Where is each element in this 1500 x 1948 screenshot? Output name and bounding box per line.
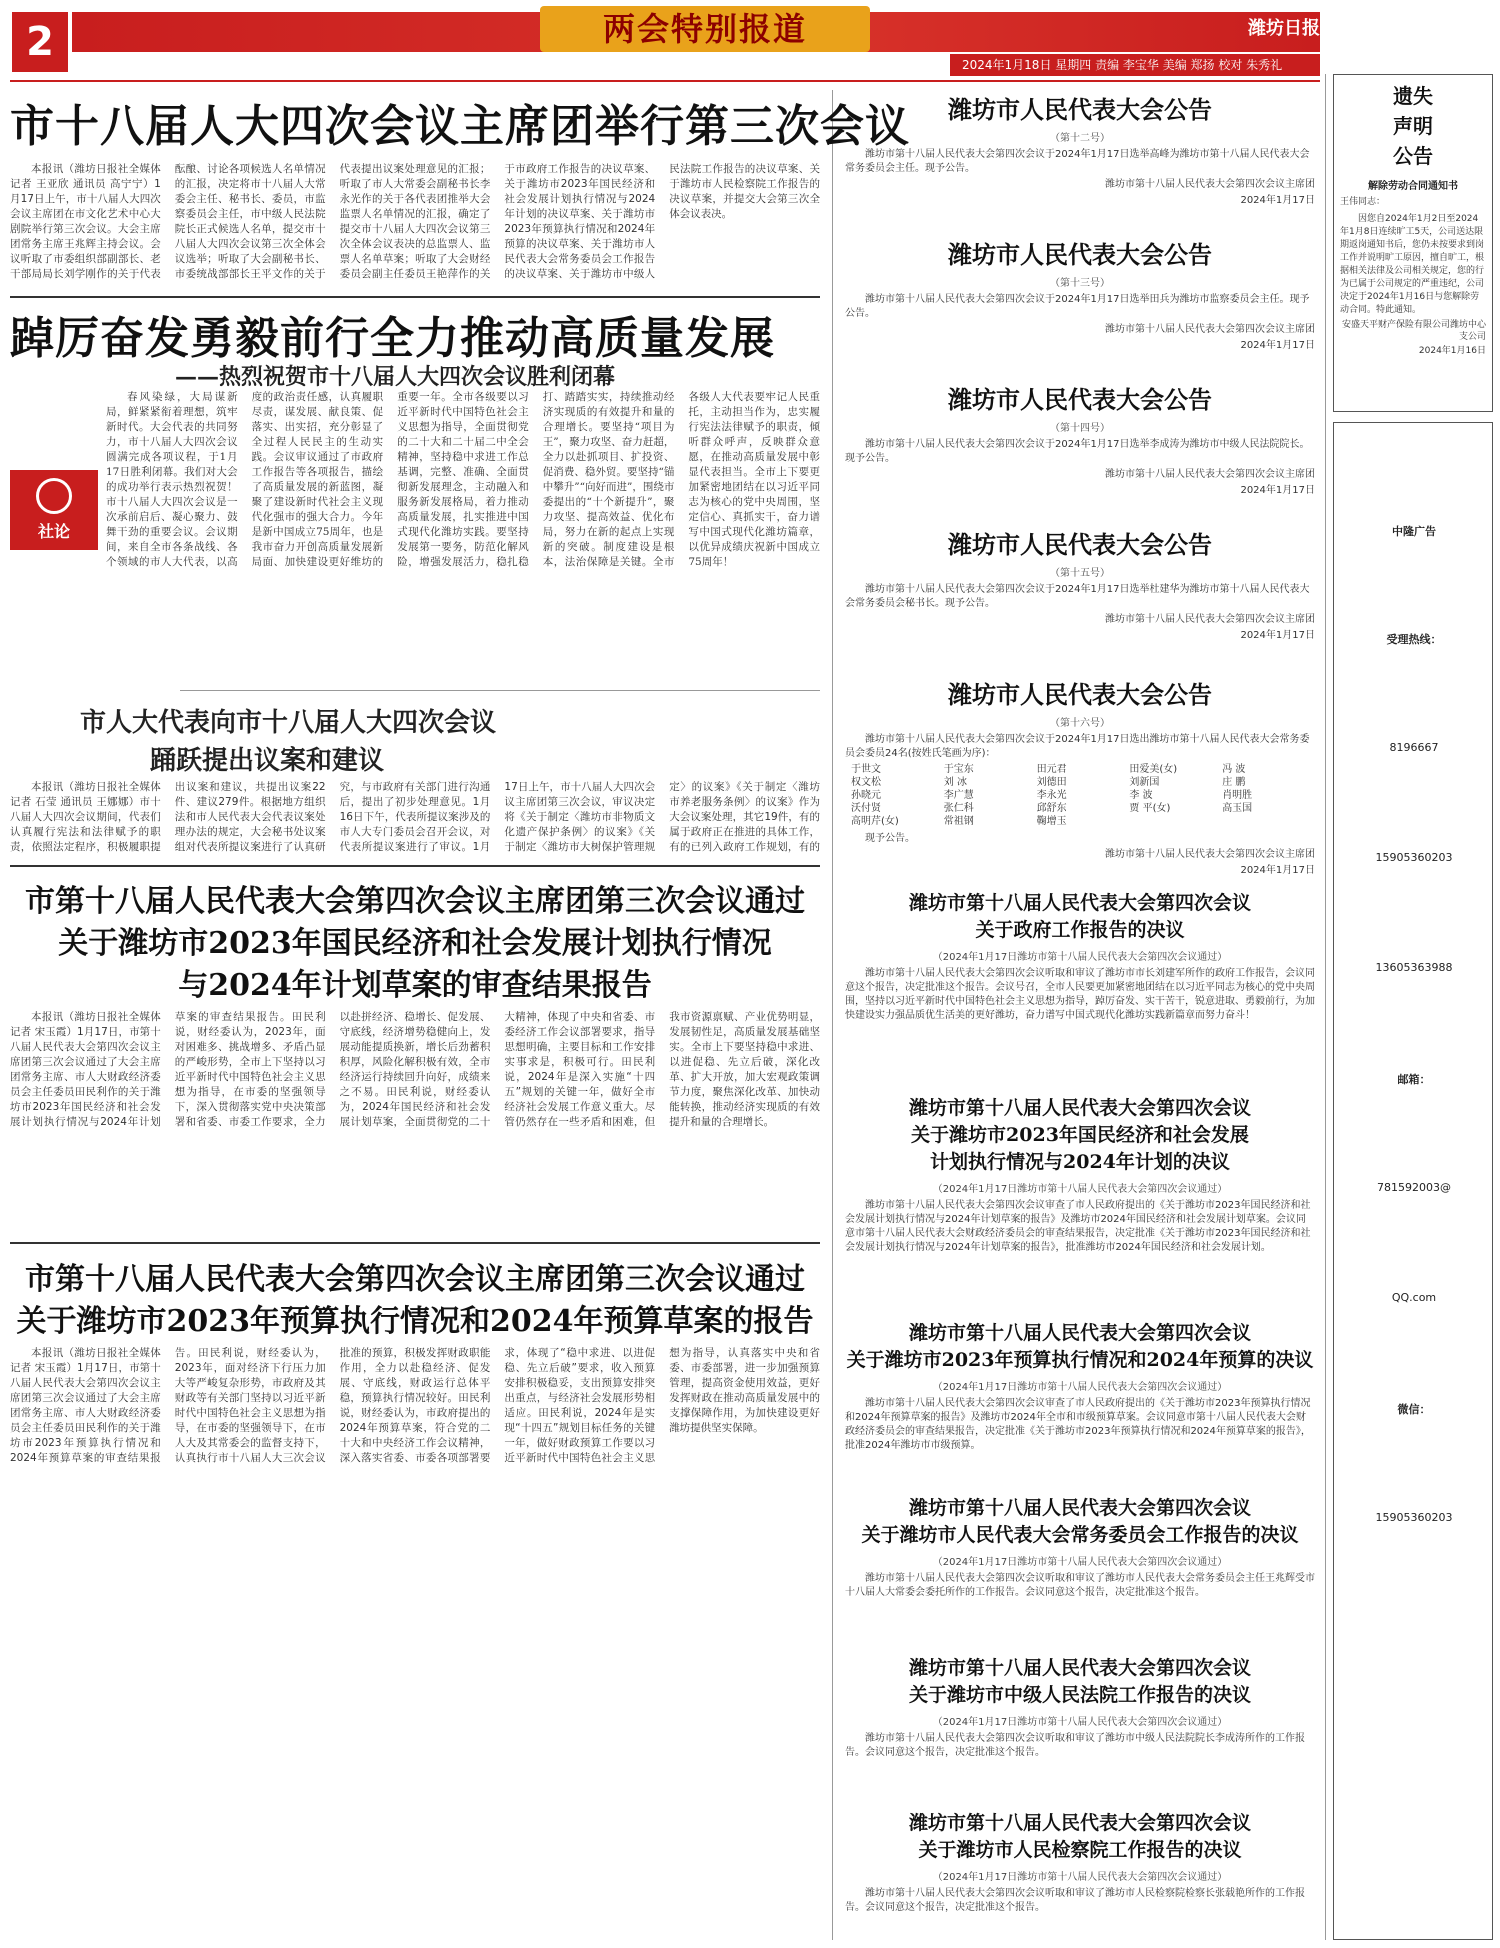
header-rule xyxy=(10,80,1320,82)
editorial-badge-label: 社论 xyxy=(37,522,70,541)
notice-company: 安盛天平财产保险有限公司潍坊中心支公司 xyxy=(1341,320,1486,342)
article-separator xyxy=(10,1242,820,1244)
member-name: 于世文 xyxy=(851,764,881,775)
member-name: 田元君 xyxy=(1036,764,1067,775)
editorial-headline: 踔厉奋发勇毅前行全力推动高质量发展 xyxy=(10,313,775,364)
resolution xyxy=(845,1495,1315,1600)
article-body xyxy=(10,1010,820,1236)
announcement-title: 潍坊市人民代表大会公告 xyxy=(948,680,1212,709)
member-name: 李永光 xyxy=(1036,790,1067,801)
ad-box xyxy=(1333,422,1493,1940)
ad-phone: 13605363988 xyxy=(1375,961,1453,974)
article-text: 本报讯（潍坊日报社全媒体记者 宋玉霞）1月17日，市第十八届人民代表大会第四次会议主席团第三次会议通过了大会主席团常务主席、市人大财政经济委员会主任委员田民利作的关于潍坊市2023年国民经济和社会发展计划执行情况与2024年计划草案的审查结果报告。田民利说，财经委认为，2023年，面对困难多、挑战增多、矛盾凸显的严峻形势，全市上下坚持以习近平新时代中国特色社会主义思想为指导，在市委的坚强领导下，深入贯彻落实党中央决策部署和省委、市委工作要求，全力以赴拼经济、稳增长、促发展、守底线，经济增势稳健向上，发展动能提质换新，增长后劲蓄积积厚，风险化解积极有效，全市经济运行持续回升向好，成绩来之不易。田民利说，财经委认为，2024年国民经济和社会发展计划草案，全面贯彻党的二十大精神，体现了中央和省委、市委经济工作会议部署要求，指导思想明确，主要目标和工作安排实事求是，积极可行。田民利说，2024年是深入实施“十四五”规划的关键一年，做好全市经济社会发展工作意义重大。尽管仍然存在一些矛盾和困难，但我市资源禀赋、产业优势明显，发展韧性足，高质量发展基础坚实。全市上下要坚持稳中求进、以进促稳、先立后破，深化改革、扩大开放，加大宏观政策调节力度，聚焦深化改革、加快动能转换，推动经济实现质的有效提升和量的合理增长。 xyxy=(10,1011,820,1128)
ad-brand: 中隆广告 xyxy=(1392,525,1436,538)
announcement-signature: 潍坊市第十八届人民代表大会第四次会议主席团 xyxy=(1105,469,1315,480)
member-name: 鞠增玉 xyxy=(1036,816,1067,827)
resolution-text: 潍坊市第十八届人民代表大会第四次会议审查了市人民政府提出的《关于潍坊市2023年国民经济和社会发展计划执行情况与2024年计划草案的报告》及潍坊市2024年国民经济和社会发展计划草案。会议同意市第十八届人民代表大会财政经济委员会的审查结果报告，决定批准《关于潍坊市2023年国民经济和社会发展计划执行情况与2024年计划草案的报告》，批准潍坊市2024年国民经济和社会发展计划。 xyxy=(845,1200,1311,1253)
resolution-title: 潍坊市第十八届人民代表大会第四次会议 xyxy=(908,1497,1251,1519)
resolution-title: 潍坊市第十八届人民代表大会第四次会议 xyxy=(908,1657,1251,1679)
resolution-subtitle: （2024年1月17日潍坊市第十八届人民代表大会第四次会议通过） xyxy=(932,1717,1228,1728)
announcement-date: 2024年1月17日 xyxy=(1240,865,1315,876)
resolution-title: 关于潍坊市中级人民法院工作报告的决议 xyxy=(908,1684,1251,1706)
announcement-text: 潍坊市第十八届人民代表大会第四次会议于2024年1月17日选举田兵为潍坊市监察委员会主任。现予公告。 xyxy=(845,294,1310,319)
member-name-list xyxy=(845,763,1315,828)
resolution-text: 潍坊市第十八届人民代表大会第四次会议听取和审议了潍坊市人民检察院检察长张载艳所作的工作报告。会议同意这个报告，决定批准这个报告。 xyxy=(845,1888,1305,1913)
article-headline: 市第十八届人民代表大会第四次会议主席团第三次会议通过 xyxy=(25,884,805,919)
issue-meta: 2024年1月18日 星期四 责编 李宝华 美编 郑扬 校对 朱秀礼 xyxy=(950,54,1320,76)
announcement-date: 2024年1月17日 xyxy=(1240,485,1315,496)
resolution-subtitle: （2024年1月17日潍坊市第十八届人民代表大会第四次会议通过） xyxy=(932,1872,1228,1883)
announcement-signature: 潍坊市第十八届人民代表大会第四次会议主席团 xyxy=(1105,614,1315,625)
resolution xyxy=(845,890,1315,1023)
article-body xyxy=(10,1346,820,1936)
article-body xyxy=(10,162,820,290)
member-name: 邱舒东 xyxy=(1036,803,1067,814)
member-name: 张仁科 xyxy=(943,803,974,814)
article-separator xyxy=(10,865,820,867)
member-name: 李 波 xyxy=(1129,790,1153,801)
resolution-subtitle: （2024年1月17日潍坊市第十八届人民代表大会第四次会议通过） xyxy=(932,952,1228,963)
ad-wechat: 15905360203 xyxy=(1375,1511,1453,1524)
member-name: 高明芹(女) xyxy=(851,816,899,827)
announcement-date: 2024年1月17日 xyxy=(1240,340,1315,351)
notice-heading: 遗失 xyxy=(1393,84,1433,108)
resolution-title: 关于潍坊市人民代表大会常务委员会工作报告的决议 xyxy=(861,1524,1299,1546)
announcement-title: 潍坊市人民代表大会公告 xyxy=(948,240,1212,269)
newspaper-name: 潍坊日报 xyxy=(1248,18,1320,39)
ad-phone: 15905360203 xyxy=(1375,851,1453,864)
announcement-number: （第十四号） xyxy=(1050,423,1110,434)
member-name: 田爱美(女) xyxy=(1129,764,1178,775)
member-name: 高玉国 xyxy=(1222,803,1253,814)
resolution-text: 潍坊市第十八届人民代表大会第四次会议听取和审议了潍坊市市长刘建军所作的政府工作报告，会议同意这个报告，决定批准这个报告。会议号召，全市人民要更加紧密地团结在以习近平同志为核心的党中央周围，坚持以习近平新时代中国特色社会主义思想为指导，踔厉奋发、实干苦干，锐意进取、勇毅前行，为加快建设实力强品质优生活美的更好潍坊，奋力谱写中国式现代化潍坊实践新篇章而努力奋斗！ xyxy=(845,968,1315,1021)
editorial-separator xyxy=(180,690,820,691)
article-separator xyxy=(10,296,820,298)
member-name: 孙晓元 xyxy=(851,790,881,801)
ad-wechat-label: 微信： xyxy=(1397,1403,1431,1416)
resolution-title: 潍坊市第十八届人民代表大会第四次会议 xyxy=(908,1322,1251,1344)
resolution-text: 潍坊市第十八届人民代表大会第四次会议听取和审议了潍坊市中级人民法院院长李成涛所作的工作报告。会议同意这个报告，决定批准这个报告。 xyxy=(845,1733,1305,1758)
announcement-title: 潍坊市人民代表大会公告 xyxy=(948,385,1212,414)
announcement-number: （第十六号） xyxy=(1050,718,1110,729)
resolution-subtitle: （2024年1月17日潍坊市第十八届人民代表大会第四次会议通过） xyxy=(932,1184,1228,1195)
member-name: 庄 鹏 xyxy=(1222,777,1246,788)
announcement-title: 潍坊市人民代表大会公告 xyxy=(948,530,1212,559)
resolution-title: 关于政府工作报告的决议 xyxy=(975,919,1185,941)
column-divider xyxy=(1325,74,1326,1940)
notice-date: 2024年1月16日 xyxy=(1418,346,1486,356)
announcement-title: 潍坊市人民代表大会公告 xyxy=(948,95,1212,124)
section-title: 两会特别报道 xyxy=(540,6,870,52)
resolution xyxy=(845,1320,1315,1453)
ad-phone: 8196667 xyxy=(1389,741,1439,754)
notice-text: 因您自2024年1月2日至2024年1月8日连续旷工5天，公司送达限期返岗通知书后，您仍未按要求到岗工作并说明旷工原因，擅自旷工，根据相关法律及公司相关规定，您的行为已属于公司规定的严重违纪，公司决定于2024年1月16日与您解除劳动合同。特此通知。 xyxy=(1340,214,1485,315)
right-column xyxy=(1333,74,1493,1940)
article-text: 本报讯（潍坊日报社全媒体记者 宋玉霞）1月17日，市第十八届人民代表大会第四次会议主席团第三次会议通过了大会主席团常务主席、市人大财政经济委员会主任委员田民利作的关于潍坊市2023年预算执行情况和2024年预算草案的审查结果报告。田民利说，财经委认为，2023年，面对经济下行压力加大等严峻复杂形势，市政府及其财政等有关部门坚持以习近平新时代中国特色社会主义思想为指导，在市委的坚强领导下，在市人大及其常委会的监督支持下，认真执行市十八届人大三次会议批准的预算，积极发挥财政职能作用，全力以赴稳经济、促发展、守底线，财政运行总体平稳，预算执行情况较好。田民利说，财经委认为，市政府提出的2024年预算草案，符合党的二十大和中央经济工作会议精神，深入落实省委、市委各项部署要求，体现了“稳中求进、以进促稳、先立后破”要求，收入预算安排积极稳妥，支出预算安排突出重点，与经济社会发展形势相适应。田民利说，2024年是实现“十四五”规划目标任务的关键一年，做好财政预算工作要以习近平新时代中国特色社会主义思想为指导，认真落实中央和省委、市委部署，进一步加强预算管理，提高资金使用效益，更好发挥财政在推动高质量发展中的支撑保障作用，为加快建设更好潍坊提供坚实保障。 xyxy=(10,1347,820,1464)
resolution-title: 关于潍坊市2023年预算执行情况和2024年预算的决议 xyxy=(846,1349,1314,1371)
announcement-text: 潍坊市第十八届人民代表大会第四次会议于2024年1月17日选举高峰为潍坊市第十八届人民代表大会常务委员会主任。现予公告。 xyxy=(845,149,1310,174)
resolution-title: 潍坊市第十八届人民代表大会第四次会议 xyxy=(908,1097,1251,1119)
member-name: 李广慧 xyxy=(943,790,974,801)
ad-email: 781592003@ xyxy=(1377,1181,1451,1194)
resolution xyxy=(845,1655,1315,1760)
announcement-number: （第十二号） xyxy=(1050,133,1110,144)
resolution-subtitle: （2024年1月17日潍坊市第十八届人民代表大会第四次会议通过） xyxy=(932,1557,1228,1568)
announcement xyxy=(845,525,1315,643)
middle-column xyxy=(845,90,1315,1940)
announcement-date: 2024年1月17日 xyxy=(1240,630,1315,641)
announcement-signature: 潍坊市第十八届人民代表大会第四次会议主席团 xyxy=(1105,179,1315,190)
resolution-text: 潍坊市第十八届人民代表大会第四次会议听取和审议了潍坊市人民代表大会常务委员会主任王兆辉受市十八届人大常委会委托所作的工作报告。会议同意这个报告，决定批准这个报告。 xyxy=(845,1573,1315,1598)
article-headline: 踊跃提出议案和建议 xyxy=(150,746,385,776)
article-text: 本报讯（潍坊日报社全媒体记者 王亚欣 通讯员 高宁宁）1月17日上午，市十八届人大四次会议主席团在市文化艺术中心大剧院举行第三次会议。大会主席团常务主席王兆辉主持会议。会议听取了市委组织部副部长、老干部局局长刘学刚作的关于代表酝酿、讨论各项候选人名单情况的汇报，决定将市十八届人大常委会主任、秘书长、委员，市监察委员会主任，市中级人民法院院长正式候选人名单，提交市十八届人大四次会议第三次全体会议选举；听取了大会副秘书长、市委统战部部长王平文作的关于代表提出议案处理意见的汇报；听取了市人大常委会副秘书长李永光作的关于各代表团推举大会监票人名单情况的汇报，确定了提交市十八届人大四次会议第三次全体会议表决的总监票人、监票人名单草案；听取了大会财经委员会副主任委员王艳萍作的关于市政府工作报告的决议草案、关于潍坊市2023年国民经济和社会发展计划执行情况与2024年计划的决议草案、关于潍坊市2023年预算执行情况和2024年预算的决议草案、关于潍坊市人民代表大会常务委员会工作报告的决议草案、关于潍坊市中级人民法院工作报告的决议草案、关于潍坊市人民检察院工作报告的决议草案，并提交大会第三次全体会议表决。 xyxy=(10,163,820,280)
notice-heading: 公告 xyxy=(1393,144,1433,168)
notice-heading: 声明 xyxy=(1393,114,1433,138)
notice-box xyxy=(1333,74,1493,412)
article-headline: 关于潍坊市2023年国民经济和社会发展计划执行情况 xyxy=(58,926,772,961)
member-name: 冯 波 xyxy=(1222,764,1246,775)
article-headline: 关于潍坊市2023年预算执行情况和2024年预算草案的报告 xyxy=(16,1304,814,1339)
announcement-text: 潍坊市第十八届人民代表大会第四次会议于2024年1月17日选举杜建华为潍坊市第十八届人民代表大会常务委员会秘书长。现予公告。 xyxy=(845,584,1310,609)
notice-recipient: 王伟同志： xyxy=(1340,197,1386,207)
emblem-icon xyxy=(36,478,72,514)
article-text: 本报讯（潍坊日报社全媒体记者 石莹 通讯员 王娜娜）市十八届人大四次会议期间，代表们认真履行宪法和法律赋予的职责，依照法定程序，积极履职提出议案和建议，共提出议案22件、建议279件。根据地方组织法和市人民代表大会代表议案处理办法的规定，大会秘书处议案组对代表所提议案进行了认真研究，与市政府有关部门进行沟通后，提出了初步处理意见。1月16日下午，代表所提议案涉及的市人大专门委员会召开会议，对代表所提议案进行了审议。1月17日上午，市十八届人大四次会议主席团第三次会议，审议决定将《关于制定〈潍坊市非物质文化遗产保护条例〉的议案》《关于制定〈潍坊市大树保护管理规定〉的议案》《关于制定〈潍坊市养老服务条例〉的议案》作为大会议案处理，其它19件，有的属于政府正在推进的具体工作，有的已列入政府工作规划，有的 xyxy=(10,781,820,853)
announcement xyxy=(845,675,1315,878)
member-name: 于宝东 xyxy=(943,764,974,775)
announcement xyxy=(845,235,1315,353)
article-headline: 市第十八届人民代表大会第四次会议主席团第三次会议通过 xyxy=(25,1262,805,1297)
article-body xyxy=(10,780,820,860)
announcement-date: 2024年1月17日 xyxy=(1240,195,1315,206)
resolution-text: 潍坊市第十八届人民代表大会第四次会议审查了市人民政府提出的《关于潍坊市2023年预算执行情况和2024年预算草案的报告》及潍坊市2024年全市和市级预算草案。会议同意市第十八届人民代表大会财政经济委员会的审查结果报告，决定批准《关于潍坊市2023年预算执行情况和2024年预算草案的报告》，批准2024年潍坊市市级预算。 xyxy=(845,1398,1311,1451)
resolution xyxy=(845,1810,1315,1915)
ad-email: QQ.com xyxy=(1391,1291,1437,1304)
resolution-title: 潍坊市第十八届人民代表大会第四次会议 xyxy=(908,892,1251,914)
notice-subtitle: 解除劳动合同通知书 xyxy=(1368,181,1458,192)
resolution-title: 关于潍坊市人民检察院工作报告的决议 xyxy=(918,1839,1242,1861)
resolution-title: 关于潍坊市2023年国民经济和社会发展 xyxy=(911,1124,1249,1146)
editorial-text: 春风染绿，大局谋新局，鲜紧紧衔着理想，筑牢新时代。大会代表的共同努力，市十八届人大四次会议圆满完成各项议程，于1月17日胜利闭幕。我们对大会的成功举行表示热烈祝贺！市十八届人大四次会议是一次承前启后、凝心聚力、鼓舞干劲的重要会议。会议期间，来自全市各条战线、各个领域的市人大代表，以高度的政治责任感，认真履职尽责，谋发展、献良策、促落实、出实招，充分彰显了全过程人民民主的生动实践。会议审议通过了市政府工作报告等各项报告，描绘了高质量发展的新蓝图，凝聚了建设新时代社会主义现代化强市的强大合力。今年是新中国成立75周年，也是我市奋力开创高质量发展新局面、加快建设更好维坊的重要一年。全市各级要以习近平新时代中国特色社会主义思想为指导，全面贯彻党的二十大和二十届二中全会精神，坚持稳中求进工作总基调，完整、准确、全面贯彻新发展理念，主动融入和服务新发展格局，着力推动高质量发展，扎实推进中国式现代化潍坊实践。要坚持发展第一要务，防范化解风险，增强发展活力，稳扎稳打、踏踏实实，持续推动经济实现质的有效提升和量的合理增长。要坚持“项目为王”，聚力攻坚、奋力赶超，全力以赴抓项目、扩投资、促消费、稳外贸。要坚持“锚中攀升”“向好而进”，围绕市委提出的“十个新提升”，聚力攻坚、提高效益、优化布局，努力在新的起点上实现新的突破。制度建设是根本，法治保障是关键。全市各级人大代表要牢记人民重托，主动担当作为，忠实履行宪法法律赋予的职责，倾听群众呼声，反映群众意愿，在推动高质量发展中彰显代表担当。全市上下要更加紧密地团结在以习近平同志为核心的党中央周围，坚定信心、真抓实干，奋力谱写中国式现代化潍坊篇章，以优异成绩庆祝新中国成立75周年！ xyxy=(106,391,820,568)
announcement-number: （第十三号） xyxy=(1050,278,1110,289)
member-name: 常祖钢 xyxy=(943,816,974,827)
announcement-signature: 潍坊市第十八届人民代表大会第四次会议主席团 xyxy=(1105,849,1315,860)
resolution-title: 潍坊市第十八届人民代表大会第四次会议 xyxy=(908,1812,1251,1834)
announcement xyxy=(845,90,1315,208)
member-name: 刘新国 xyxy=(1129,777,1160,788)
page-number: 2 xyxy=(12,12,68,72)
announcement-tail: 现予公告。 xyxy=(865,833,915,844)
article-headline: 市十八届人大四次会议主席团举行第三次会议 xyxy=(10,101,910,152)
column-divider xyxy=(832,90,833,1940)
ad-email-label: 邮箱： xyxy=(1397,1073,1431,1086)
member-name: 刘德田 xyxy=(1036,777,1067,788)
article-headline: 市人大代表向市十八届人大四次会议 xyxy=(80,708,497,738)
announcement-signature: 潍坊市第十八届人民代表大会第四次会议主席团 xyxy=(1105,324,1315,335)
member-name: 刘 冰 xyxy=(943,777,967,788)
editorial-subhead: ——热烈祝贺市十八届人大四次会议胜利闭幕 xyxy=(175,364,616,390)
article-headline: 与2024年计划草案的审查结果报告 xyxy=(178,968,652,1003)
member-name: 沃付贤 xyxy=(851,803,881,814)
member-name: 权文松 xyxy=(851,777,881,788)
announcement-text: 潍坊市第十八届人民代表大会第四次会议于2024年1月17日选出潍坊市第十八届人民代表大会常务委员会委员24名(按姓氏笔画为序)： xyxy=(845,734,1310,759)
resolution-subtitle: （2024年1月17日潍坊市第十八届人民代表大会第四次会议通过） xyxy=(932,1382,1228,1393)
resolution xyxy=(845,1095,1315,1255)
member-name: 肖明胜 xyxy=(1222,790,1253,801)
resolution-title: 计划执行情况与2024年计划的决议 xyxy=(930,1151,1230,1173)
announcement-text: 潍坊市第十八届人民代表大会第四次会议于2024年1月17日选举李成涛为潍坊市中级人民法院院长。现予公告。 xyxy=(845,439,1310,464)
ad-hotline-label: 受理热线： xyxy=(1386,633,1442,646)
page-header xyxy=(0,0,1500,84)
member-name: 贾 平(女) xyxy=(1129,803,1171,814)
announcement xyxy=(845,380,1315,498)
editorial-badge xyxy=(10,470,98,550)
announcement-number: （第十五号） xyxy=(1050,568,1110,579)
